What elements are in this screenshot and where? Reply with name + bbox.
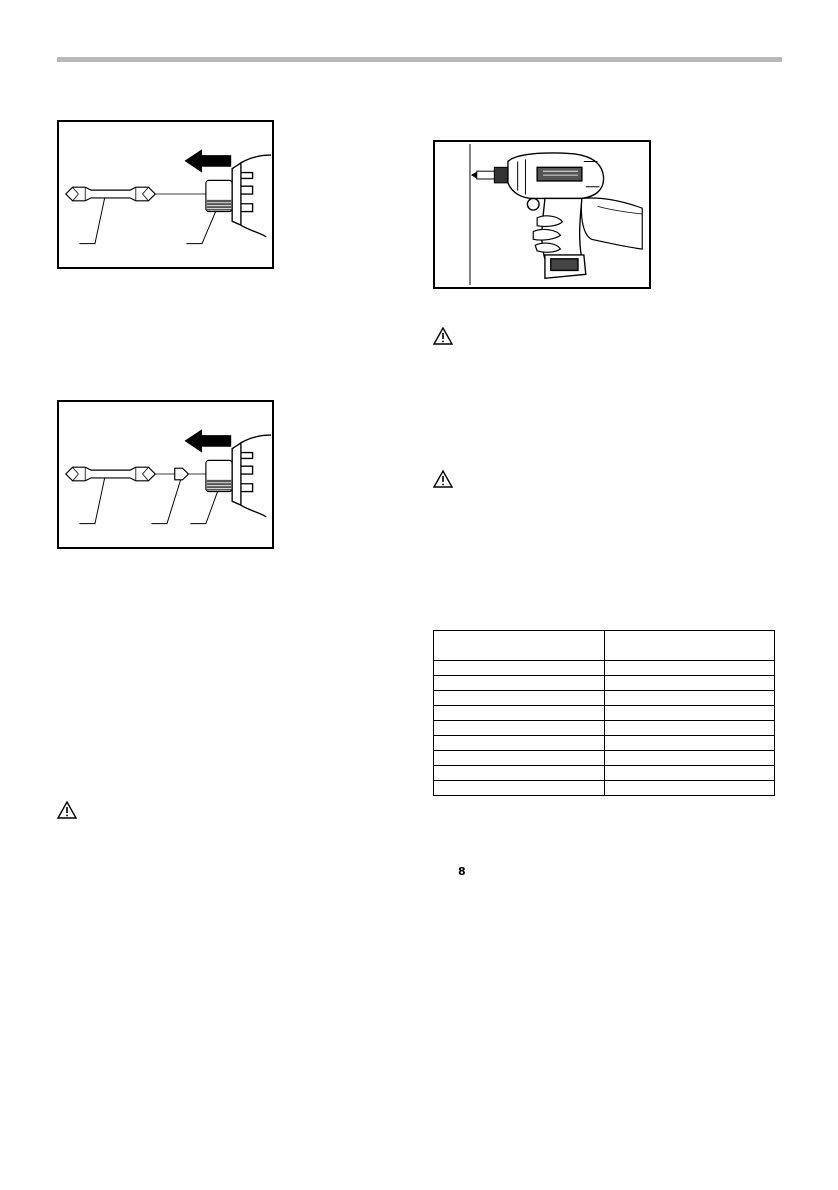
driver-bit (66, 187, 156, 201)
leader-lines (79, 198, 215, 244)
bit-piece (175, 468, 189, 480)
ring-glyph: 8 (458, 865, 466, 878)
table-row (434, 721, 775, 736)
tool-nose (232, 435, 271, 517)
sleeve (206, 460, 232, 491)
table-row (434, 706, 775, 721)
arrow-left-icon (184, 149, 231, 172)
leader-lines (79, 478, 217, 524)
figure-bit-installation (57, 120, 274, 269)
warning-triangle-icon (433, 470, 453, 488)
warning-triangle-icon (433, 327, 453, 345)
arrow-left-icon (184, 429, 231, 452)
table-row (434, 781, 775, 796)
table-row (434, 676, 775, 691)
sleeve (206, 180, 232, 211)
table-row (434, 751, 775, 766)
top-rule (57, 57, 782, 62)
bit-and-screw (472, 167, 508, 183)
driver-bit (66, 467, 156, 481)
table-row (434, 661, 775, 676)
warning-triangle-icon (57, 801, 77, 819)
tool-nose (232, 155, 271, 237)
table-header-row (434, 631, 775, 661)
figure-screwdriving (433, 140, 651, 289)
table-row (434, 766, 775, 781)
spec-table (433, 630, 775, 796)
table-row (434, 736, 775, 751)
table-row (434, 691, 775, 706)
figure-bit-piece-installation (57, 400, 274, 549)
